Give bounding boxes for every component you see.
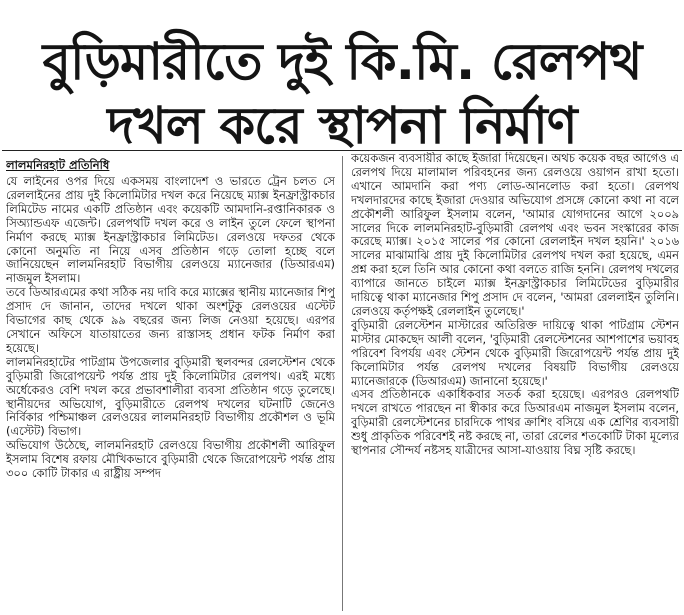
headline — [0, 31, 684, 159]
paragraph: অভিযোগ উঠেছে, লালমনিরহাট রেলওয়ে বিভাগীয় প্রকৌশলী আরিফুল ইসলাম বিশেষ রফায় মৌখিকভাবে বুড়িমারী থেকে জিরোপয়েন্ট পর্যন্ত প্রায় ৩০০ কোটি টাকার এ রাষ্ট্রীয় সম্পদ — [6, 438, 335, 481]
headline-line-2: দখল করে স্থাপনা নির্মাণ — [107, 97, 577, 157]
paragraph: বুড়িমারী রেলস্টেশন মাস্টারের অতিরিক্ত দায়িত্বে থাকা পাটগ্রাম স্টেশন মাস্টার মোকছেদ আলী বলেন, 'বুড়িমারী রেলস্টেশনের আশপাশের ভয়াবহ পরিবেশ বিপর্যয় এবং স্টেশন থেকে বুড়িমারী জিরোপয়েন্ট পর্যন্ত প্রায় দুই কিলোমিটার পর্যন্ত রেলপথ দখলের বিষয়টি বিভাগীয় রেলওয়ে ম্যানেজারকে (ডিআরএম) জানানো হয়েছে।' — [351, 317, 679, 388]
paragraph: যে লাইনের ওপর দিয়ে একসময় বাংলাদেশ ও ভারতে ট্রেন চলত সে রেললাইনের প্রায় দুই কিলোমিটার দখল করে নিয়েছে ম্যাক্স ইনফ্রাস্ট্রাকচার লিমিটেড নামের একটি প্রতিষ্ঠান এবং কয়েকটি আমদানি-রপ্তানিকারক ও সিঅ্যান্ডএফ এজেন্ট। রেলপথটি দখল করে ও লাইন তুলে ফেলে স্থাপনা নির্মাণ করছে ম্যাক্স ইনফ্রাস্ট্রাকচার লিমিটেড। রেলওয়ে দফতর থেকে কোনো অনুমতি না নিয়ে এসব প্রতিষ্ঠান গড়ে তোলা হচ্ছে বলে জানিয়েছেন লালমনিরহাট বিভাগীয় রেলওয়ে ম্যানেজার (ডিআরএম) নাজমুল ইসলাম। — [6, 174, 335, 286]
paragraph: তবে ডিআরএমের কথা সঠিক নয় দাবি করে ম্যাক্সের স্থানীয় ম্যানেজার শিপু প্রসাদ দে জানান, তাদের দখলে থাকা অংশটুকু রেলওয়ের এস্টেট বিভাগের কাছ থেকে ৯৯ বছরের জন্য লিজ নেওয়া হয়েছে। এরপর সেখানে অফিসে যাতায়াতের জন্য রাস্তাসহ প্রধান ফটক নির্মাণ করা হয়েছে। — [6, 285, 335, 355]
right-column — [351, 152, 679, 613]
byline: লালমনিরহাট প্রতিনিধি — [6, 158, 110, 172]
headline-line-1: বুড়িমারীতে দুই কি.মি. রেলপথ — [42, 33, 642, 93]
column-divider — [342, 156, 343, 611]
left-column — [6, 158, 335, 613]
paragraph: লালমনিরহাটের পাটগ্রাম উপজেলার বুড়িমারী স্থলবন্দর রেলস্টেশন থেকে বুড়িমারী জিরোপয়েন্ট পর্যন্ত প্রায় দুই কিলোমিটার রেলপথ। এরই মধ্যে অর্ধেকেরও বেশি দখল করে প্রভাবশালীরা ব্যবসা প্রতিষ্ঠান গড়ে তুলেছে। স্থানীয়দের অভিযোগ, বুড়িমারীতে রেলপথ দখলের ঘটনাটি জেনেও নির্বিকার পশ্চিমাঞ্চল রেলওয়ের লালমনিরহাট বিভাগীয় প্রকৌশল ও ভূমি (এস্টেট) বিভাগ। — [6, 354, 335, 439]
paragraph: কয়েকজন ব্যবসায়ীর কাছে ইজারা দিয়েছেন। অথচ কয়েক বছর আগেও এ রেলপথ দিয়ে মালামাল পরিবহনের জন্য রেলওয়ে ওয়াগন রাখা হতো। এখানে আমদানি করা পণ্য লোড-আনলোড করা হতো। রেলপথ দখলদারদের কাছে ইজারা দেওয়ার অভিযোগ প্রসঙ্গে কোনো কথা না বলে প্রকৌশলী আরিফুল ইসলাম বলেন, 'আমার যোগদানের আগে ২০০৯ সালের দিকে লালমনিরহাট-বুড়িমারী রেলপথ এবং ভবন সংস্কারের কাজ করেছে ম্যাক্স। ২০১৫ সালের পর কোনো রেললাইন দখল হয়নি।' ২০১৬ সালের মাঝামাঝি প্রায় দুই কিলোমিটার রেলপথ দখল করা হয়েছে, এমন প্রশ্ন করা হলে তিনি আর কোনো কথা বলতে রাজি হননি। রেলপথ দখলের ব্যাপারে জানতে চাইলে ম্যাক্স ইনফ্রাস্ট্রাকচার লিমিটেডের বুড়িমারীর দায়িত্বে থাকা ম্যানেজার শিপু প্রসাদ দে বলেন, 'আমরা রেললাইন তুলিনি। রেলওয়ে কর্তৃপক্ষই রেললাইন তুলেছে।' — [351, 152, 679, 318]
headline-divider — [2, 150, 682, 151]
paragraph: এসব প্রতিষ্ঠানকে একাধিকবার সতর্ক করা হয়েছে। এরপরও রেলপথটি দখলে রাখতে পারছেন না স্বীকার করে ডিআরএম নাজমুল ইসলাম বলেন, বুড়িমারী রেলস্টেশনের চারদিকে পাথর ক্রাশিং বসিয়ে এক শ্রেণির ব্যবসায়ী শুধু প্রাকৃতিক পরিবেশই নষ্ট করছে না, তারা রেলের শতকোটি টাকা মূল্যের স্থাপনার সৌন্দর্য নষ্টসহ যাত্রীদের আসা-যাওয়ায় বিঘ্ন সৃষ্টি করছে। — [351, 387, 679, 458]
